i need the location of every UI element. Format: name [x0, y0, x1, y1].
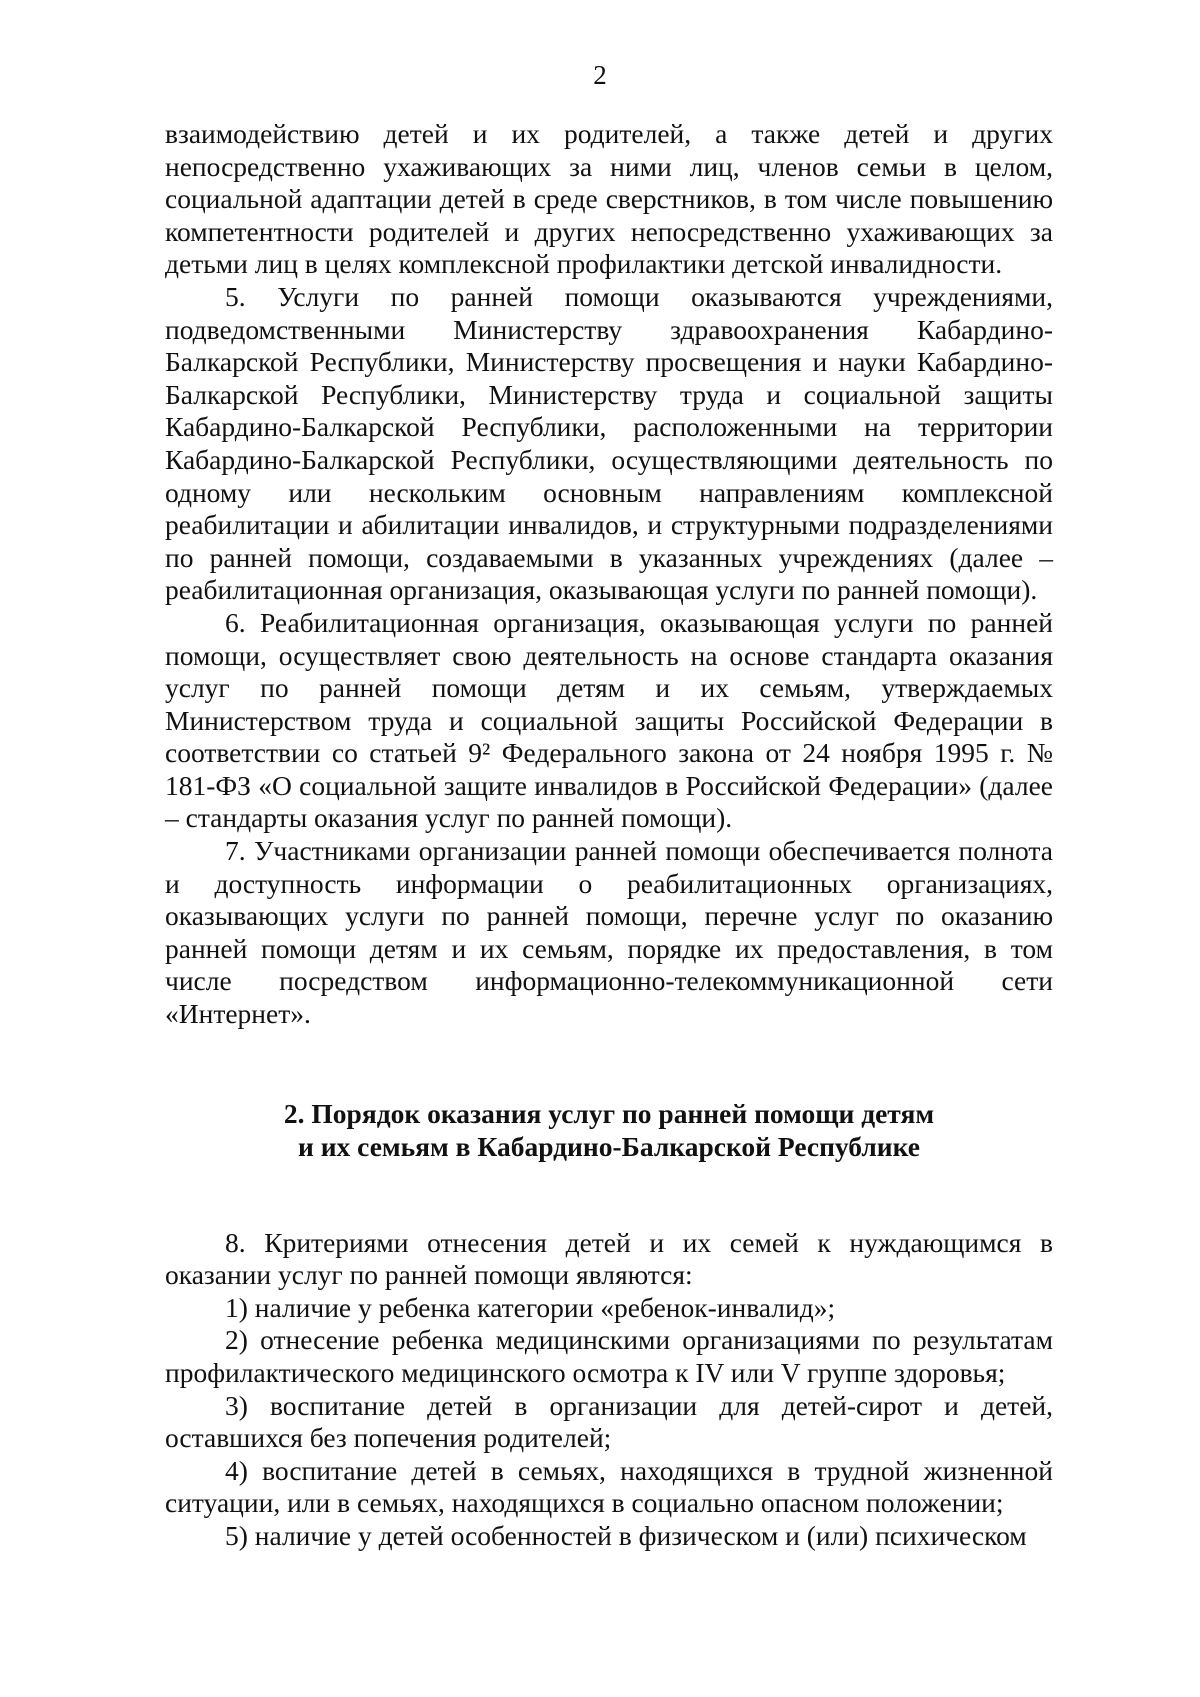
list-item-1: 1) наличие у ребенка категории «ребенок-инвалид»;	[225, 1291, 836, 1323]
section-heading	[165, 1097, 1053, 1163]
page-number: 2	[593, 60, 607, 90]
section-heading-line-2: и их семьям в Кабардино-Балкарской Республике	[297, 1130, 921, 1162]
paragraph-5: 5. Услуги по ранней помощи оказываются учреждениями, подведомственными Министерству здравоохранения Кабардино-Балкарской Республики, Министерству просвещения и науки Кабардино-Балкарской Республики, Министерству труда и социальной защиты Кабардино-Балкарской Республики, расположенными на территории Кабардино-Балкарской Республики, осуществляющими деятельность по одному или нескольким основным направлениям комплексной реабилитации и абилитации инвалидов, и структурными подразделениями по ранней помощи, создаваемыми в указанных учреждениях (далее – реабилитационная организация, оказывающая услуги по ранней помощи).	[165, 280, 1053, 606]
paragraph-continuation: взаимодействию детей и их родителей, а также детей и других непосредственно ухаживающих за ними лиц, членов семьи в целом, социальной адаптации детей в среде сверстников, в том числе повышению компетентности родителей и других непосредственно ухаживающих за детьми лиц в целях комплексной профилактики детской инвалидности.	[165, 118, 1053, 280]
document-body	[165, 118, 1053, 1553]
paragraph-8: 8. Критериями отнесения детей и их семей к нуждающимся в оказании услуг по ранней помощи являются:	[165, 1226, 1053, 1291]
list-item-2: 2) отнесение ребенка медицинскими организациями по результатам профилактического медицинского осмотра к IV или V группе здоровья;	[165, 1324, 1053, 1388]
list-item-5: 5) наличие у детей особенностей в физическом и (или) психическом	[225, 1519, 1027, 1551]
list-item-3: 3) воспитание детей в организации для детей-сирот и детей, оставшихся без попечения родителей;	[165, 1389, 1053, 1454]
list-item-4: 4) воспитание детей в семьях, находящихся в трудной жизненной ситуации, или в семьях, находящихся в социально опасном положении;	[165, 1454, 1053, 1519]
section-heading-line-1: 2. Порядок оказания услуг по ранней помощи детям	[283, 1097, 935, 1129]
paragraph-7: 7. Участниками организации ранней помощи обеспечивается полнота и доступность информации о реабилитационных организациях, оказывающих услуги по ранней помощи, перечне услуг по оказанию ранней помощи детям и их семьям, порядке их предоставления, в том числе посредством информационно-телекоммуникационной сети «Интернет».	[165, 835, 1053, 1030]
paragraph-6: 6. Реабилитационная организация, оказывающая услуги по ранней помощи, осуществляет свою деятельность на основе стандарта оказания услуг по ранней помощи детям и их семьям, утверждаемых Министерством труда и социальной защиты Российской Федерации в соответствии со статьей 9² Федерального закона от 24 ноября 1995 г. № 181-ФЗ «О социальной защите инвалидов в Российской Федерации» (далее – стандарты оказания услуг по ранней помощи).	[165, 606, 1053, 834]
